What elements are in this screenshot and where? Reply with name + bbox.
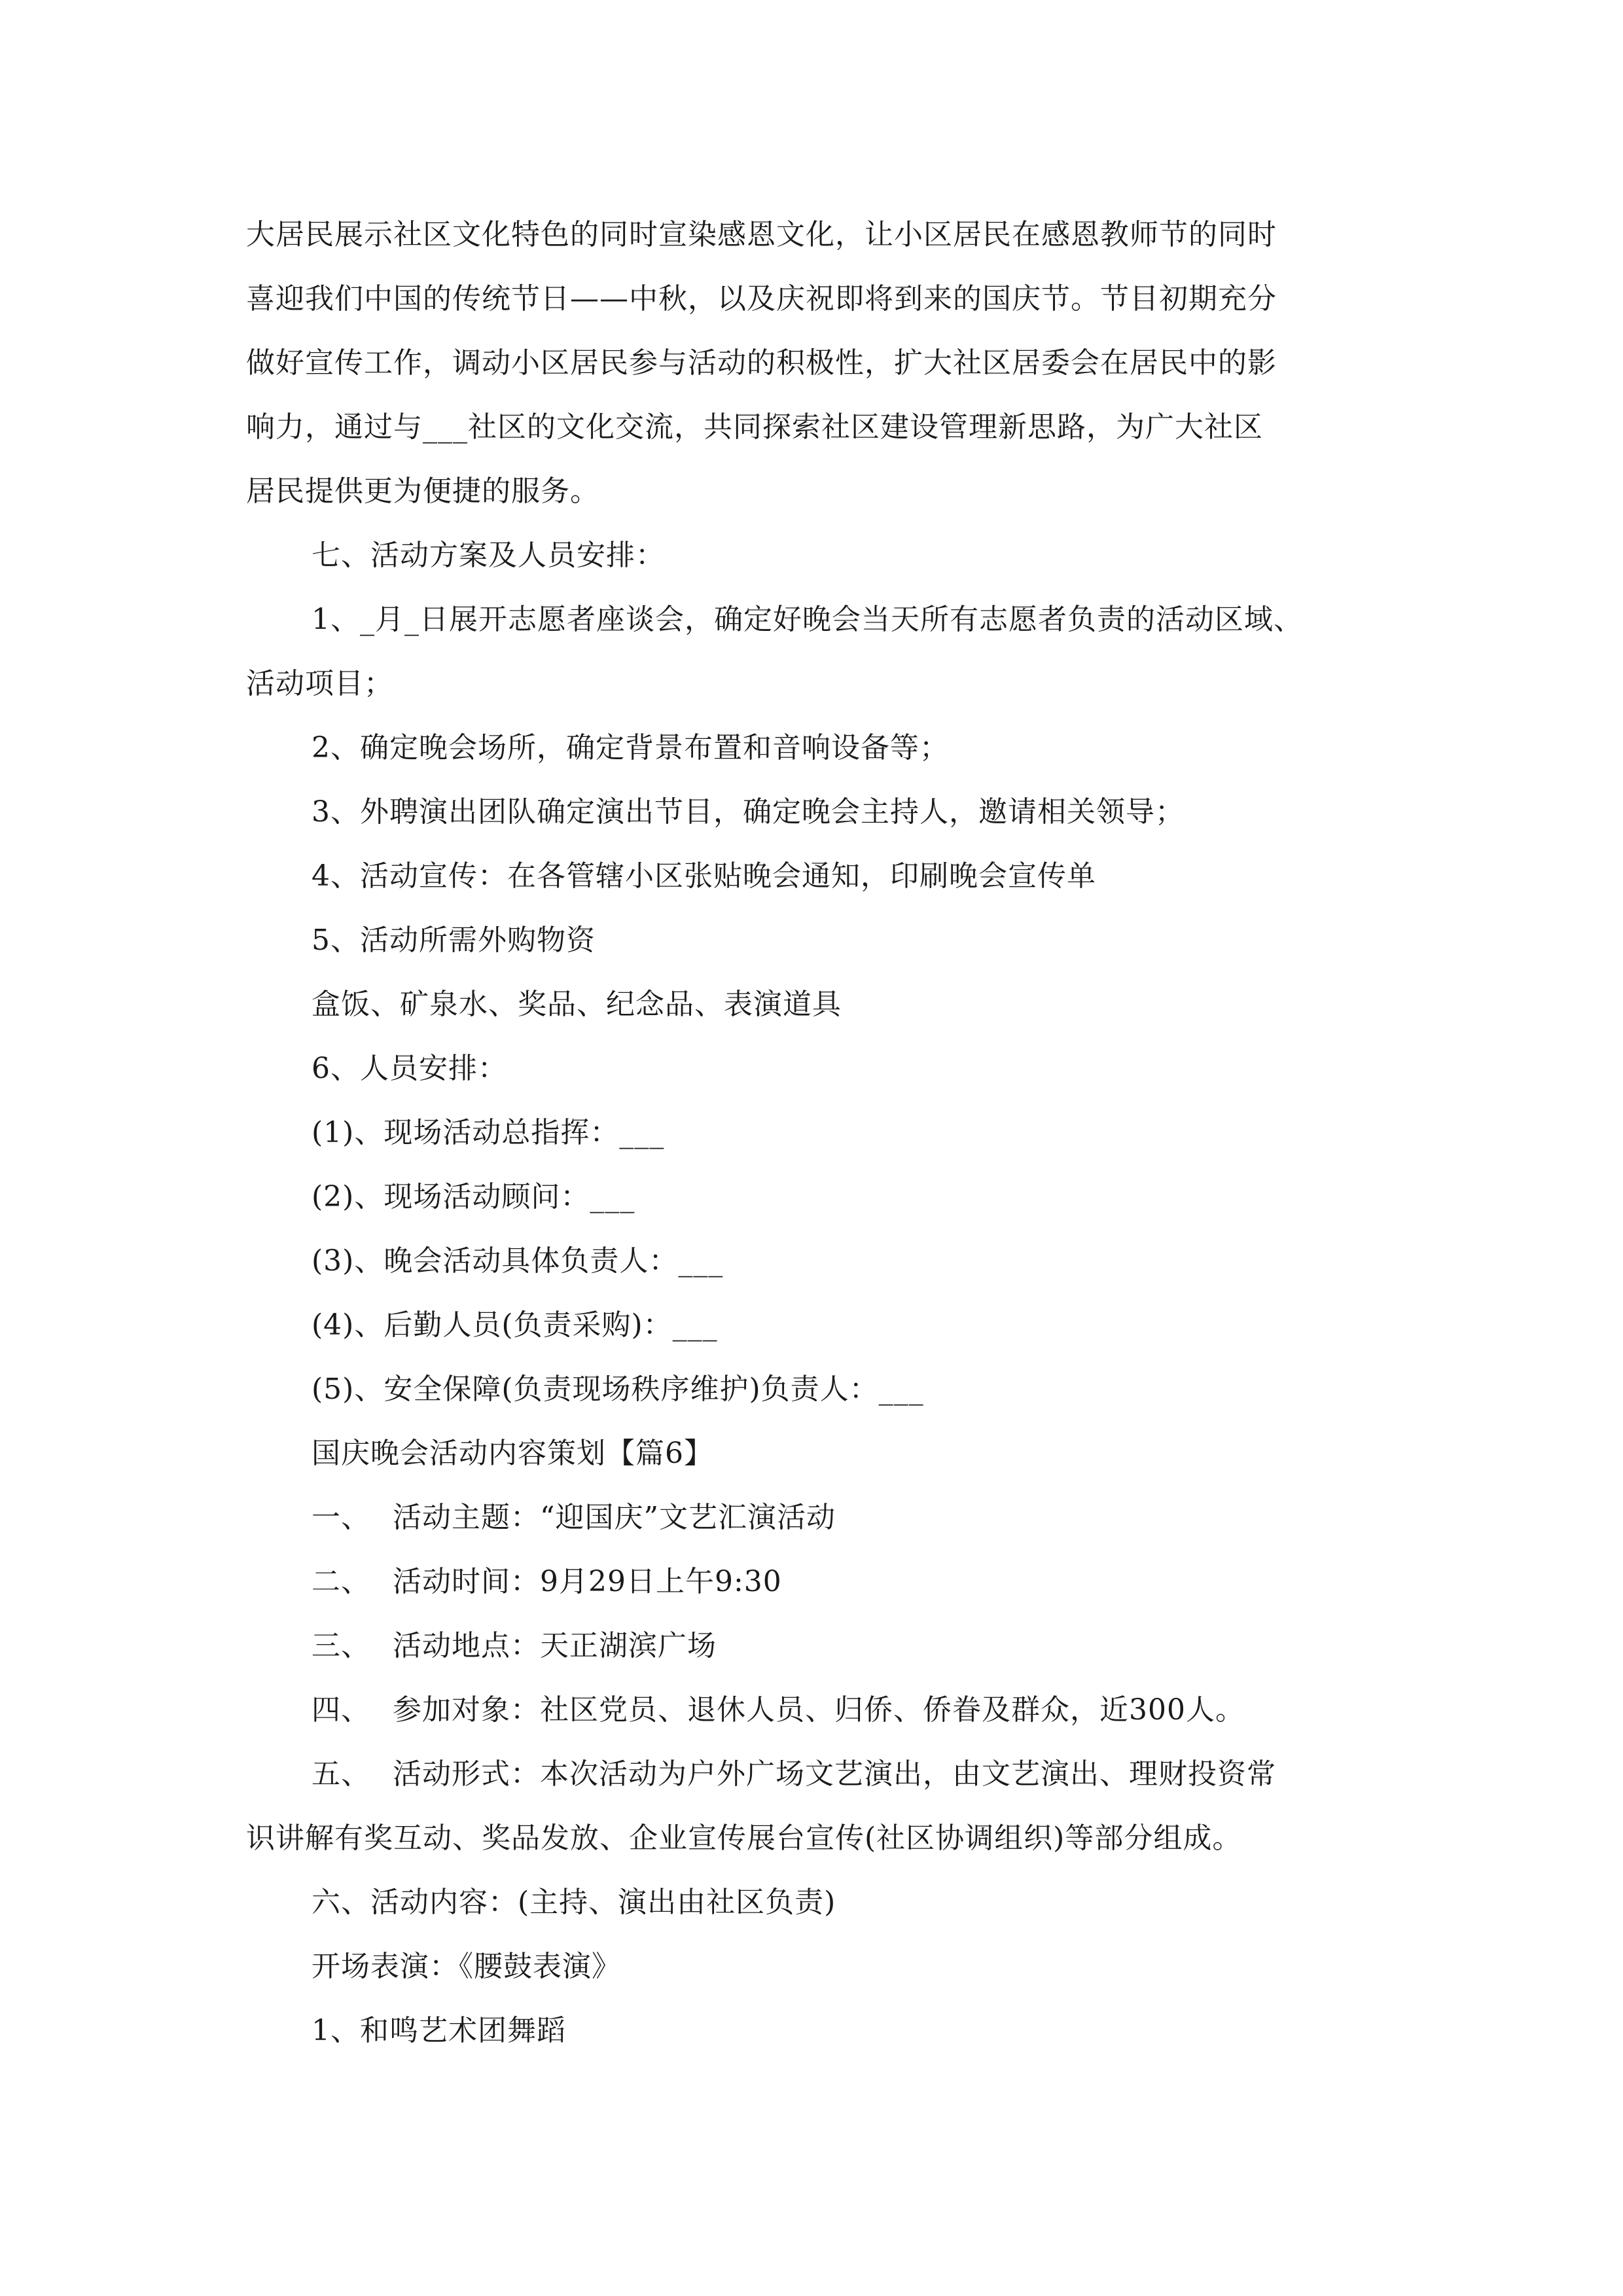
list-item: 5、活动所需外购物资 <box>312 924 596 957</box>
staff-item: (5)、安全保障(负责现场秩序维护)负责人：___ <box>312 1372 924 1406</box>
list-item <box>246 1742 1398 1806</box>
staff-item: (2)、现场活动顾问：___ <box>312 1180 635 1213</box>
item-number: 一、 <box>312 1501 370 1534</box>
item-text: 参加对象：社区党员、退休人员、归侨、侨眷及群众，近300人。 <box>393 1693 1245 1727</box>
document-body <box>246 203 1398 2063</box>
paragraph-line: 喜迎我们中国的传统节日——中秋，以及庆祝即将到来的国庆节。节目初期充分 <box>246 282 1277 315</box>
list-item: 1、_月_日展开志愿者座谈会，确定好晚会当天所有志愿者负责的活动区域、 <box>312 603 1303 636</box>
list-item: 2、确定晚会场所，确定背景布置和音响设备等； <box>312 731 949 764</box>
paragraph-line: 居民提供更为便捷的服务。 <box>246 475 599 508</box>
item-text: 活动地点：天正湖滨广场 <box>393 1629 717 1662</box>
list-item: 3、外聘演出团队确定演出节目，确定晚会主持人，邀请相关领导； <box>312 795 1185 829</box>
paragraph-line: 响力，通过与___社区的文化交流，共同探索社区建设管理新思路，为广大社区 <box>246 410 1263 444</box>
item-number: 三、 <box>312 1629 370 1662</box>
list-item <box>246 1550 1398 1614</box>
program-item: 1、和鸣艺术团舞蹈 <box>312 2014 566 2047</box>
staff-item: (4)、后勤人员(负责采购)：___ <box>312 1308 718 1342</box>
item-text: 活动时间：9月29日上午9:30 <box>393 1565 782 1598</box>
item-text: 活动主题：“迎国庆”文艺汇演活动 <box>393 1501 836 1534</box>
list-item: 6、人员安排： <box>312 1052 507 1085</box>
section-heading: 七、活动方案及人员安排： <box>312 539 665 572</box>
list-item: 4、活动宣传：在各管辖小区张贴晚会通知，印刷晚会宣传单 <box>312 859 1096 893</box>
list-item-continuation: 活动项目； <box>246 667 393 700</box>
item-number: 二、 <box>312 1565 370 1598</box>
paragraph-line: 做好宣传工作，调动小区居民参与活动的积极性，扩大社区居委会在居民中的影 <box>246 346 1277 380</box>
list-item-continuation: 识讲解有奖互动、奖品发放、企业宣传展台宣传(社区协调组织)等部分组成。 <box>246 1821 1242 1855</box>
list-item <box>246 1678 1398 1742</box>
paragraph-line: 大居民展示社区文化特色的同时宣染感恩文化，让小区居民在感恩教师节的同时 <box>246 218 1277 251</box>
section-heading: 六、活动内容：(主持、演出由社区负责) <box>312 1886 836 1919</box>
item-number: 五、 <box>312 1757 370 1791</box>
program-item: 开场表演：《腰鼓表演》 <box>312 1950 621 1983</box>
item-text: 活动形式：本次活动为户外广场文艺演出，由文艺演出、理财投资常 <box>393 1757 1276 1791</box>
list-item <box>246 1614 1398 1678</box>
item-number: 四、 <box>312 1693 370 1727</box>
staff-item: (1)、现场活动总指挥：___ <box>312 1116 665 1149</box>
part-title: 国庆晚会活动内容策划【篇6】 <box>312 1437 713 1470</box>
list-item-detail: 盒饭、矿泉水、奖品、纪念品、表演道具 <box>312 988 842 1021</box>
staff-item: (3)、晚会活动具体负责人：___ <box>312 1244 724 1278</box>
list-item <box>246 1486 1398 1550</box>
